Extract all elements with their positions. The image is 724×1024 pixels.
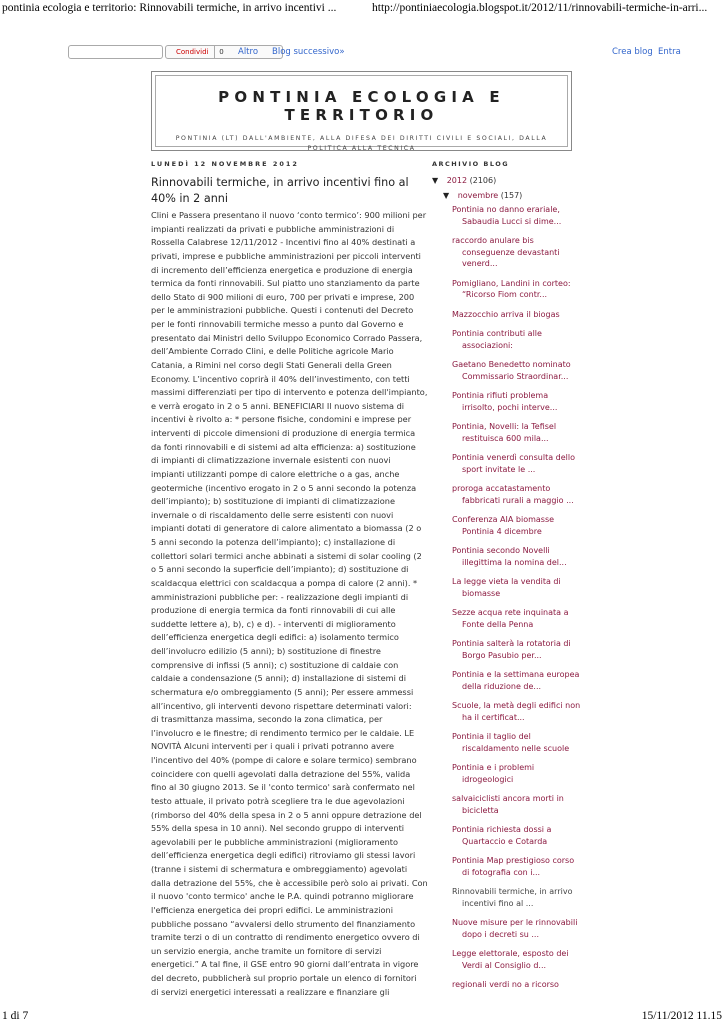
archive-post-link[interactable]: Rinnovabili termiche, in arrivo incentivi fino al ... — [452, 887, 573, 908]
post-body-line: all’incentivo, gli interventi devono rispettare determinati valori: — [151, 700, 412, 711]
archive-post-link[interactable]: Sezze acqua rete inquinata a Fonte della Penna — [452, 608, 569, 629]
post-body-line: incentivi è rivolto a: * persone fisiche, condomini e imprese per — [151, 414, 412, 425]
archive-post-link[interactable]: Conferenza AIA biomasse Pontinia 4 dicembre — [452, 515, 555, 536]
post-body-line: del decreto, pubblicherà sul proprio portale un elenco di fornitori — [151, 973, 417, 983]
post-body-line: geotermiche (incentivo erogato in 2 o 5 anni secondo la potenza — [151, 482, 417, 493]
archive-post-link[interactable]: Mazzocchio arriva il biogas — [452, 309, 560, 319]
archive-post-link[interactable]: Pontinia salterà la rotatoria di Borgo Pasubio per... — [452, 639, 571, 660]
archive-title: ARCHIVIO BLOG — [432, 160, 510, 168]
post-body-line: Catania, a Rimini nel corso degli Stati Generali della Green — [151, 359, 392, 370]
archive-month-count: (157) — [500, 191, 523, 200]
post-body-line: testo attuale, il privato potrà scegliere tra le due agevolazioni — [151, 795, 405, 806]
post-body-line: dello Stato di 900 milioni di euro, 700 per privati e imprese, 200 — [151, 291, 415, 302]
post-body-line: per le fonti rinnovabili termiche messo a punto dal Governo e — [151, 319, 404, 329]
expand-arrow-icon[interactable]: ▼ — [432, 176, 439, 185]
post-body-line: pubbliche possano “avvalersi dello strumento del finanziamento — [151, 918, 416, 929]
blogger-navbar — [68, 44, 683, 62]
post-body-line: NOVITÀ Alcuni interventi per i quali i privati potranno avere — [151, 741, 395, 752]
blog-title[interactable]: PONTINIA ECOLOGIA E TERRITORIO — [218, 88, 505, 124]
archive-post-link[interactable]: Pontinia secondo Novelli illegittima la nomina del... — [452, 546, 567, 567]
post-body-line: dell’Ambiente Corrado Clini, e delle Politiche agricole Mario — [151, 346, 394, 357]
archive-post-link[interactable]: salvaiciclisti ancora morti in bicicletta — [452, 794, 564, 815]
post-body-line: dell’impianto); b) sostituzione di impianti di climatizzazione — [151, 496, 396, 507]
post-body-line: da fonti rinnovabili e di sistemi ad alta efficienza: a) sostituzione — [151, 441, 416, 452]
post-body-line: di incremento dell’efficienza energetica e produzione di energia — [151, 264, 413, 275]
post-body-line: impianti realizzati da privati e pubbliche amministrazioni di — [151, 223, 395, 234]
archive-post-link[interactable]: Pontinia e i problemi idrogeologici — [452, 763, 535, 784]
post-body-line: presentato dai Ministri dello Sviluppo Economico Corrado Passera, — [151, 332, 423, 343]
post-body-line: fino al 30 giugno 2013. Se il 'conto termico' sarà confermato nel — [151, 782, 415, 793]
archive-post-link[interactable]: raccordo anulare bis conseguenze devastanti venerd... — [452, 236, 560, 268]
post-body-line: impianti utilizzanti pompe di calore elettriche o a gas, anche — [151, 468, 400, 479]
post-body-line: o 5 anni secondo la superficie dell’impianto); d) sostituzione di — [151, 564, 409, 575]
archive-post-link[interactable]: Gaetano Benedetto nominato Commissario Straordinar... — [452, 360, 571, 381]
login-link[interactable]: Entra — [658, 47, 681, 57]
post-body-line: produzione di energia termica da fonti rinnovabili di cui alle — [151, 605, 396, 616]
post-body-line: termica da fonti rinnovabili. Sul piatto uno stanziamento da parte — [151, 278, 420, 289]
post-body-line: agevolabili per le pubbliche amministrazioni (miglioramento — [151, 836, 399, 847]
post-body-line: (tranne i sistemi di schermatura e ombreggiamento) agevolati — [151, 864, 408, 874]
share-count: 0 — [214, 46, 228, 58]
archive-post-link[interactable]: Pontinia il taglio del riscaldamento nelle scuole — [452, 732, 570, 753]
archive-post-link[interactable]: Pomigliano, Landini in corteo: “Ricorso Fiom contr... — [452, 278, 571, 299]
post-body-line: suddette lettere a), b), c) e d). - interventi di miglioramento — [151, 618, 396, 629]
blog-description: PONTINIA (LT) DALL'AMBIENTE, ALLA DIFESA DEI DIRITTI CIVILI E SOCIALI, DALLA POLITICA ALLA TECNICA — [175, 135, 548, 152]
post-body-line: dell’efficienza energetica degli edifici) ritroviamo gli stessi lavori — [151, 850, 416, 861]
archive-post-link[interactable]: Pontinia venerdì consulta dello sport invitate le ... — [452, 453, 575, 474]
archive-post-link[interactable]: regionali verdi no a ricorso — [452, 980, 559, 989]
archive-post-link[interactable]: proroga accatastamento fabbricati rurali a maggio ... — [452, 484, 574, 505]
post-body-line: Economy. L’incentivo coprirà il 40% dell’investimento, con tetti — [151, 373, 410, 384]
post-body-line: dalla detrazione del 55%, che è accessibile però solo ai privati. Con — [151, 877, 428, 888]
more-link[interactable]: Altro — [238, 47, 259, 57]
post-body-line: scaldacqua elettrici con scaldacqua a pompa di calore (2 anni). * — [151, 577, 418, 588]
archive-post-link[interactable]: Pontinia rifiuti problema irrisolto, pochi interve... — [452, 391, 558, 412]
post-body-line: amministrazioni pubbliche per: - realizzazione degli impianti di — [151, 591, 409, 602]
post-body-line: di trasmittanza massima, secondo la zona climatica, per — [151, 714, 383, 725]
share-label: Condividi — [176, 48, 209, 56]
post-body-line: massimi differenziati per tipo di intervento e potenza dell'impianto, — [151, 387, 428, 398]
post-body-line: l'incentivo del 40% (pompe di calore e solare termico) sembrano — [151, 755, 417, 765]
post-body-line: privati, imprese e pubbliche amministrazioni per piccoli interventi — [151, 250, 421, 261]
post-body-line: coincidere con quelli agevolati dalla detrazione del 55%, valida — [151, 768, 411, 779]
post-body-line: di servizi energetici interessati a realizzare e finanziare gli — [151, 986, 390, 997]
post-body-line: tramite terzi o di un contratto di rendimento energetico ovvero di — [151, 932, 420, 943]
post-body-line: di impianti di climatizzazione invernale esistenti con nuovi — [151, 455, 391, 466]
archive-year-count: (2106) — [469, 176, 497, 185]
print-page-number: 1 di 7 — [2, 1010, 29, 1022]
post-body-line: Rossella Calabrese 12/11/2012 - Incentivi fino al 40% destinati a — [151, 237, 416, 248]
archive-post-link[interactable]: Scuole, la metà degli edifici non ha il certificat... — [452, 701, 581, 722]
post-body-line: il nuovo 'conto termico' anche le P.A. quindi potranno migliorare — [151, 891, 414, 902]
next-blog-link[interactable]: Blog successivo» — [272, 47, 345, 57]
post-body-line: 5 anni secondo la potenza dell’impianto); c) installazione di — [151, 537, 396, 547]
post-body-line: schermatura e/o ombreggiamento (5 anni); Per essere ammessi — [151, 686, 414, 697]
create-blog-link[interactable]: Crea blog — [612, 47, 653, 57]
print-datetime: 15/11/2012 11.15 — [641, 1010, 722, 1022]
post-date: LUNEDÌ 12 NOVEMBRE 2012 — [151, 160, 299, 168]
post-body-line: impianti dotati di generatore di calore alimentato a biomassa (2 o — [151, 523, 422, 534]
post-body — [151, 209, 428, 999]
print-page-url: http://pontiniaecologia.blogspot.it/2012/11/rinnovabili-termiche-in-arri... — [372, 2, 708, 14]
archive-post-link[interactable]: Pontinia contributi alle associazioni: — [452, 329, 542, 350]
archive-month-link[interactable]: novembre — [457, 191, 499, 200]
post-title[interactable]: Rinnovabili termiche, in arrivo incentivi fino al 40% in 2 anni — [151, 176, 409, 205]
archive-post-link[interactable]: Nuove misure per le rinnovabili dopo i decreti su ... — [452, 918, 578, 939]
archive-month[interactable] — [443, 191, 522, 200]
archive-post-list — [452, 204, 582, 999]
blog-header — [151, 71, 572, 151]
post-body-line: collettori solari termici anche abbinati a sistemi di solar cooling (2 — [151, 550, 422, 561]
post-body-line: e verrà erogato in 2 o 5 anni. BENEFICIARI Il nuovo sistema di — [151, 400, 405, 411]
post-body-line: energetici.” A tal fine, il GSE entro 90 giorni dall’entrata in vigore — [151, 959, 419, 970]
post-body-line: invernale o di riscaldamento delle serre esistenti con nuovi — [151, 509, 394, 520]
share-button[interactable] — [165, 45, 283, 59]
archive-post-link[interactable]: Pontinia richiesta dossi a Quartaccio e Cotarda — [452, 825, 552, 846]
post-body-line: Clini e Passera presentano il nuovo ‘conto termico’: 900 milioni per — [151, 210, 427, 220]
blog-archive-sidebar — [432, 160, 581, 989]
post-body-line: comprensive di infissi (5 anni); c) sostituzione di caldaie con — [151, 659, 399, 670]
post-body-line: per le amministrazioni pubbliche. Questi i contenuti del Decreto — [151, 305, 414, 316]
print-page-title: pontinia ecologia e territorio: Rinnovabili termiche, in arrivo incentivi ... — [2, 2, 337, 14]
post-body-line: caldaie a condensazione (5 anni); d) installazione di sistemi di — [151, 673, 406, 684]
blog-header-inner — [155, 75, 568, 152]
post-body-line: l’involucro e le finestre; di rendimento termico per le caldaie. LE — [151, 727, 415, 738]
post-body-line: (rimborso del 40% della spesa in 2 o 5 anni oppure detrazione del — [151, 809, 422, 820]
post-body-line: l'efficienza energetica dei propri edifici. Le amministrazioni — [151, 904, 393, 915]
archive-year[interactable] — [432, 176, 496, 185]
archive-post-link[interactable]: Legge elettorale, esposto dei Verdi al Consiglio d... — [452, 949, 569, 970]
navbar-search-input[interactable] — [68, 45, 163, 59]
post-body-line: 55% della spesa in 10 anni). Nel secondo gruppo di interventi — [151, 823, 405, 834]
archive-post-link[interactable]: Pontinia Map prestigioso corso di fotografia con i... — [452, 856, 575, 877]
archive-post-link[interactable]: Pontinia e la settimana europea della riduzione de... — [452, 670, 580, 691]
archive-post-link[interactable]: La legge vieta la vendita di biomasse — [452, 577, 561, 598]
post-body-line: dell’involucro edilizio (5 anni); b) sostituzione di finestre — [151, 646, 381, 656]
archive-post-link[interactable]: Pontinia, Novelli: la Tefisel restituisca 600 mila... — [452, 422, 557, 443]
post-body-line: un servizio energia, anche tramite un fornitore di servizi — [151, 945, 382, 956]
archive-post-link[interactable]: Pontinia no danno erariale, Sabaudia Lucci si dime... — [452, 205, 562, 226]
post-body-line: dell’efficienza energetica degli edifici: a) isolamento termico — [151, 632, 399, 643]
expand-arrow-icon[interactable]: ▼ — [443, 191, 450, 200]
post-body-line: interventi di piccole dimensioni di produzione di energia termica — [151, 428, 416, 438]
archive-year-link[interactable]: 2012 — [446, 176, 468, 185]
